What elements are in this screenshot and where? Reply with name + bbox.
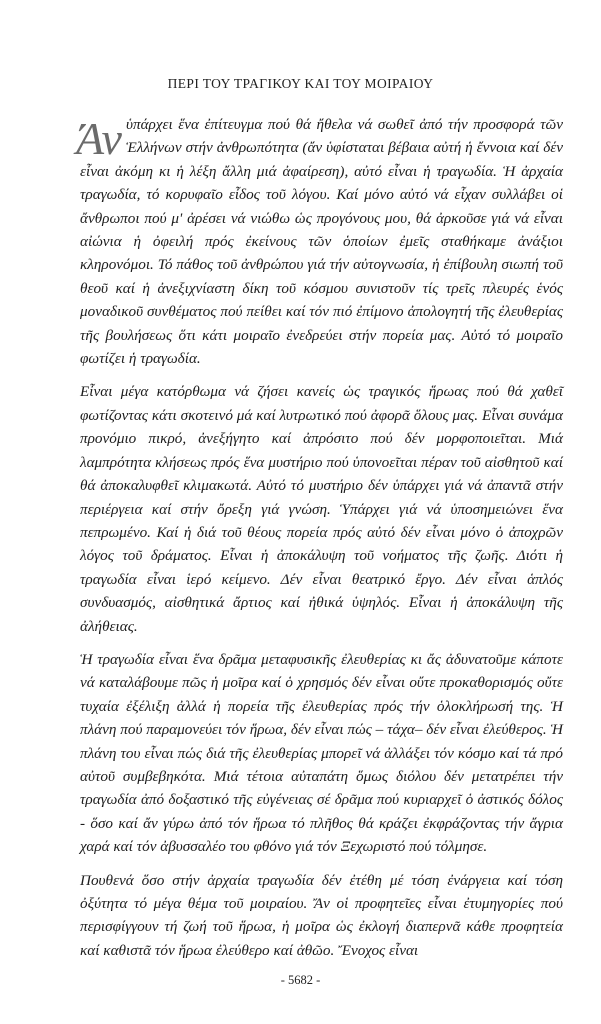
paragraph-1-text: ὑπάρχει ἕνα ἐπίτευγμα πού θά ἤθελα νά σωθεῖ ἀπό τήν προσφορά τῶν Ἑλλήνων στήν ἀνθρωπότητα (ἄν ὑφίσταται βέβαια αὐτή ἡ ἔννοια καί δέν εἶναι ἀκόμη κι ἡ λέξη ἄλλη μιά ἀφαίρεση), αὐτό εἶναι ἡ τραγωδία. Ἡ ἀρχαία τραγωδία, τό κορυφαῖο εἶδος τοῦ λόγου. Καί μόνο αὐτό νά εἶχαν συλλάβει οἱ ἄνθρωποι πού μ' ἀρέσει νά νιώθω ὡς προγόνους μου, θά ἀρκοῦσε γιά νά εἶναι αἰώνια ἡ ὀφειλή πρός ἐκείνους τῶν ὁποίων ἐμεῖς σταθήκαμε ἀνάξιοι κληρονόμοι. Τό πάθος τοῦ ἀνθρώπου γιά τήν αὐτογνωσία, ἡ ἐπίβουλη σιωπή τοῦ θεοῦ καί ἡ ἀνεξιχνίαστη δίκη τοῦ κόσμου συνιστοῦν τίς τρεῖς πλευρές ἑνός μοναδικοῦ συνθέματος πού πείθει καί τόν πιό ἐπίμονο ἀπολογητή τῆς ἐλευθερίας τῆς βουλήσεως ὅτι κάτι μοιραῖο ἐνεδρεύει στήν πορεία μας. Αὐτό τό μοιραῖο φωτίζει ἡ τραγωδία.	[80, 116, 563, 368]
paragraph-1	[76, 113, 563, 370]
paragraph-3: Ἡ τραγωδία εἶναι ἕνα δρᾶμα μεταφυσικῆς ἐλευθερίας κι ἄς ἀδυνατοῦμε κάποτε νά καταλάβουμε πῶς ἡ μοῖρα καί ὁ χρησμός δέν εἶναι οὔτε προκαθορισμός οὔτε τυχαία ἐξέλιξη ἀλλά ἡ πορεία τῆς ἐλευθερίας πρός τήν ὁλοκλήρωσή της. Ἡ πλάνη πού παραμονεύει τόν ἥρωα, δέν εἶναι πώς – τάχα– δέν εἶναι ἐλεύθερος. Ἡ πλάνη του εἶναι πώς διά τῆς ἐλευθερίας μπορεῖ νά ἀλλάξει τόν κόσμο καί τά πρό αὐτοῦ συμβεβηκότα. Μιά τέτοια αὐταπάτη ὅμως διόλου δέν μετατρέπει τήν τραγωδία ἀπό δοξαστικό τῆς εὐγένειας σέ δρᾶμα πού κυριαρχεῖ ὁ ἀστικός δόλος - ὅσο καί ἄν γύρω ἀπό τόν ἥρωα τό πλῆθος θά κράζει ἐκφράζοντας τήν ἄγρια χαρά καί τόν ἀβυσσαλέο του φθόνο γιά τόν Ξεχωριστό πού τόλμησε.	[80, 650, 563, 856]
running-head-title: ΠΕΡΙ ΤΟΥ ΤΡΑΓΙΚΟΥ ΚΑΙ ΤΟΥ ΜΟΙΡΑΙΟΥ	[167, 76, 434, 91]
body-text	[76, 113, 563, 962]
page-number: - 5682 -	[280, 973, 321, 987]
drop-cap: Άν	[76, 113, 122, 164]
paragraph-2: Εἶναι μέγα κατόρθωμα νά ζήσει κανείς ὡς τραγικός ἥρωας πού θά χαθεῖ φωτίζοντας κάτι σκοτεινό μά καί λυτρωτικό πού ἀφορᾶ ὅλους μας. Εἶναι συνάμα προνόμιο πικρό, ἀνεξήγητο καί ἀπρόσιτο πού δέν μορφοποιεῖται. Μιά λαμπρότητα κλήσεως πρός ἕνα μυστήριο πού ὑπονοεῖται πέραν τοῦ αἰσθητοῦ καί θά ἀποκαλυφθεῖ κλιμακωτά. Αὐτό τό μυστήριο δέν ὑπάρχει γιά νά ἀπαντᾶ στήν περιέργεια καί στήν ὄρεξη γιά γνώση. Ὑπάρχει γιά νά ὑποσημειώνει ἕνα πεπρωμένο. Καί ἡ διά τοῦ θέους πορεία πρός αὐτό δέν εἶναι μόνο ὁ ἀποχρῶν λόγος τοῦ δράματος. Εἶναι ἡ ἀποκάλυψη τοῦ νοήματος τῆς ζωῆς. Διότι ἡ τραγωδία εἶναι ἱερό κείμενο. Δέν εἶναι θεατρικό ἔργο. Δέν εἶναι ἁπλός συνδυασμός, αἰσθητικά ἄρτιος καί ἠθικά ὑψηλός. Εἶναι ἡ ἀποκάλυψη τῆς ἀλήθειας.	[80, 383, 563, 635]
paragraph-4: Πουθενά ὅσο στήν ἀρχαία τραγωδία δέν ἐτέθη μέ τόση ἐνάργεια καί τόση ὀξύτητα τό μέγα θέμα τοῦ μοιραίου. Ἄν οἱ προφητεῖες εἶναι ἐτυμηγορίες πού περισφίγγουν τή ζωή τοῦ ἥρωα, ἡ μοῖρα ὡς ἐκλογή διαπερνᾶ κάθε προφητεία καί καθιστᾶ τόν ἥρωα ἐλεύθερο καί ἀθῶο. Ἔνοχος εἶναι	[80, 871, 563, 959]
